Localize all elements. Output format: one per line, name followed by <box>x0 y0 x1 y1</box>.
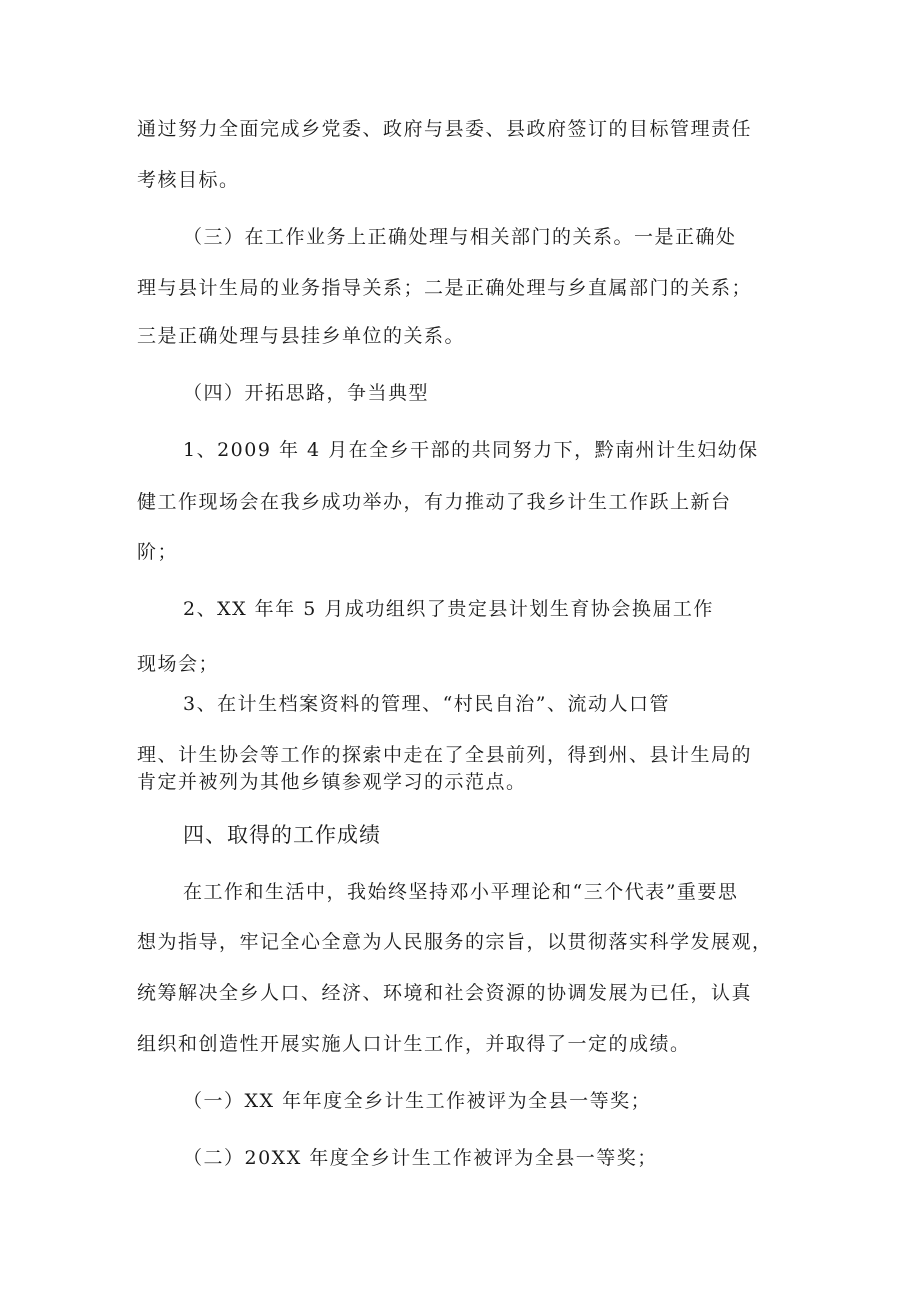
text-line: （一）XX 年年度全乡计生工作被评为全县一等奖； <box>183 1090 652 1112</box>
text-line: 1、2009 年 4 月在全乡干部的共同努力下，黔南州计生妇幼保 <box>183 439 759 461</box>
text-line: 组织和创造性开展实施人口计生工作，并取得了一定的成绩。 <box>137 1033 691 1055</box>
text-line: 考核目标。 <box>137 169 240 191</box>
text-line: 健工作现场会在我乡成功举办，有力推动了我乡计生工作跃上新台 <box>137 491 732 513</box>
text-line: 想为指导，牢记全心全意为人民服务的宗旨，以贯彻落实科学发展观， <box>137 931 773 953</box>
text-line: 理与县计生局的业务指导关系；二是正确处理与乡直属部门的关系； <box>137 277 753 299</box>
text-line: 3、在计生档案资料的管理、“村民自治”、流动人口管 <box>183 693 671 715</box>
text-line: 在工作和生活中，我始终坚持邓小平理论和“三个代表”重要思 <box>183 881 739 903</box>
text-line: 2、XX 年年 5 月成功组织了贵定县计划生育协会换届工作 <box>183 598 714 620</box>
text-line: 三是正确处理与县挂乡单位的关系。 <box>137 325 466 347</box>
text-line: 通过努力全面完成乡党委、政府与县委、县政府签订的目标管理责任 <box>137 118 753 140</box>
text-line: （三）在工作业务上正确处理与相关部门的关系。一是正确处 <box>183 226 737 248</box>
text-line: 统筹解决全乡人口、经济、环境和社会资源的协调发展为已任，认真 <box>137 982 753 1004</box>
text-line: 理、计生协会等工作的探索中走在了全县前列，得到州、县计生局的 <box>137 744 753 766</box>
text-line: 现场会； <box>137 653 220 675</box>
text-line: 肯定并被列为其他乡镇参观学习的示范点。 <box>137 771 527 793</box>
section-subheading: （四）开拓思路，争当典型 <box>183 382 430 404</box>
section-heading: 四、取得的工作成绩 <box>183 823 381 847</box>
text-line: 阶； <box>137 541 179 563</box>
text-line: （二）20XX 年度全乡计生工作被评为全县一等奖； <box>183 1147 658 1169</box>
